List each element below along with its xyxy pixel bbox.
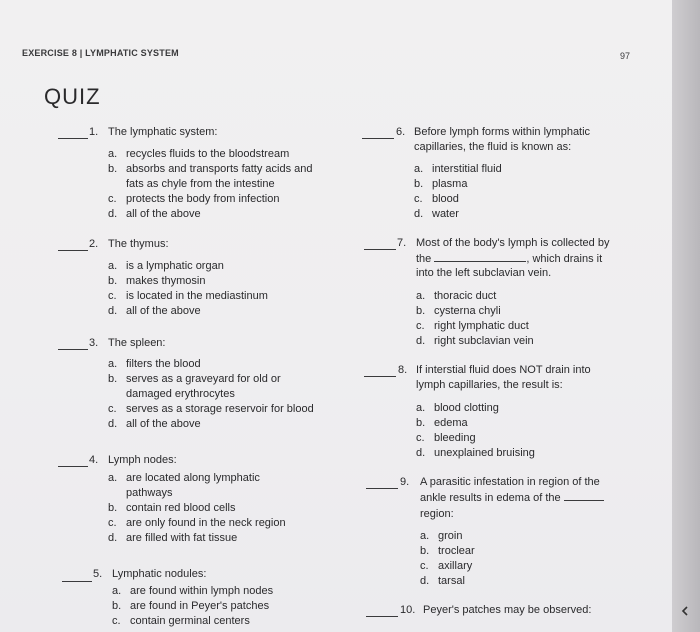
quiz-title: QUIZ: [44, 84, 101, 109]
option-d: d. right subclavian vein: [416, 335, 534, 347]
question-stem-line-1: Before lymph forms within lymphatic: [414, 126, 591, 138]
answer-blank-1[interactable]: [58, 138, 88, 139]
option-d: d. all of the above: [108, 208, 201, 220]
chevron-left-icon[interactable]: [672, 598, 698, 624]
answer-blank-9[interactable]: [366, 488, 398, 489]
answer-blank-7[interactable]: [364, 249, 396, 250]
question-number: 1.: [89, 126, 99, 138]
question-stem-line-2: capillaries, the fluid is known as:: [414, 141, 572, 153]
question-stem-line-1: A parasitic infestation in region of the: [420, 476, 600, 488]
question-number: 6.: [396, 126, 406, 138]
answer-blank-5[interactable]: [62, 581, 92, 582]
option-c: c. blood: [414, 193, 459, 205]
question-stem-line-1: Most of the body's lymph is collected by: [416, 237, 610, 249]
question-stem: The lymphatic system:: [108, 126, 218, 138]
running-header: EXERCISE 8 | LYMPHATIC SYSTEM: [22, 48, 179, 58]
option-c: c. right lymphatic duct: [416, 320, 529, 332]
option-c: c. bleeding: [416, 432, 476, 444]
option-c: c. serves as a storage reservoir for blood: [108, 403, 314, 415]
question-number: 9.: [400, 476, 410, 488]
question-stem-line-2: lymph capillaries, the result is:: [416, 379, 563, 391]
option-b: b. edema: [416, 417, 468, 429]
question-stem: Lymphatic nodules:: [112, 568, 207, 580]
option-c: c. axillary: [420, 560, 473, 572]
option-d: d. all of the above: [108, 418, 201, 430]
question-number: 7.: [397, 237, 407, 249]
question-number: 4.: [89, 454, 99, 466]
question-stem-line-2: the , which drains it: [416, 253, 603, 265]
answer-blank-6[interactable]: [362, 138, 394, 139]
question-stem-line-2: ankle results in edema of the: [420, 490, 604, 506]
fill-in-blank[interactable]: [434, 251, 526, 262]
option-d: d. tarsal: [420, 575, 465, 587]
option-b: b. are found in Peyer's patches: [112, 600, 270, 612]
option-b: b. makes thymosin: [108, 275, 206, 287]
question-stem: The spleen:: [108, 337, 166, 349]
answer-blank-4[interactable]: [58, 466, 88, 467]
question-number: 2.: [89, 238, 99, 250]
fill-in-blank[interactable]: [564, 490, 604, 501]
option-a: a. recycles fluids to the bloodstream: [108, 148, 290, 160]
page-edge-shadow: [672, 0, 700, 632]
question-number: 10.: [400, 604, 416, 616]
option-b: b. troclear: [420, 545, 475, 557]
option-d: d. unexplained bruising: [416, 447, 535, 459]
option-c: c. is located in the mediastinum: [108, 290, 268, 302]
question-number: 8.: [398, 364, 408, 376]
question-stem-line-3: into the left subclavian vein.: [416, 267, 552, 279]
option-b: b. absorbs and transports fatty acids and fats as chyle from the intestine: [108, 163, 313, 190]
option-d: d. water: [414, 208, 459, 220]
option-a: a. filters the blood: [108, 358, 201, 370]
question-stem-line-1: If interstial fluid does NOT drain into: [416, 364, 591, 376]
option-c: c. protects the body from infection: [108, 193, 280, 205]
question-number: 3.: [89, 337, 99, 349]
option-b: b. contain red blood cells: [108, 502, 236, 514]
option-a: a. is a lymphatic organ: [108, 260, 224, 272]
option-a: a. interstitial fluid: [414, 163, 502, 175]
option-c: c. contain germinal centers: [112, 615, 250, 627]
option-a: a. thoracic duct: [416, 290, 497, 302]
question-number: 5.: [93, 568, 103, 580]
question-stem: The thymus:: [108, 238, 169, 250]
question-stem: Lymph nodes:: [108, 454, 177, 466]
option-d: d. all of the above: [108, 305, 201, 317]
option-a: a. are located along lymphatic pathways: [108, 472, 260, 499]
page-number: 97: [620, 51, 631, 61]
answer-blank-10[interactable]: [366, 616, 398, 617]
question-stem: Peyer's patches may be observed:: [423, 604, 592, 616]
option-b: b. serves as a graveyard for old or damaged erythrocytes: [108, 373, 281, 400]
answer-blank-8[interactable]: [364, 376, 396, 377]
option-a: a. groin: [420, 530, 463, 542]
option-a: a. are found within lymph nodes: [112, 585, 274, 597]
option-c: c. are only found in the neck region: [108, 517, 286, 529]
option-b: b. plasma: [414, 178, 468, 190]
option-b: b. cysterna chyli: [416, 305, 501, 317]
question-stem-line-3: region:: [420, 508, 454, 520]
option-d: d. are filled with fat tissue: [108, 532, 238, 544]
answer-blank-2[interactable]: [58, 250, 88, 251]
option-a: a. blood clotting: [416, 402, 499, 414]
answer-blank-3[interactable]: [58, 349, 88, 350]
